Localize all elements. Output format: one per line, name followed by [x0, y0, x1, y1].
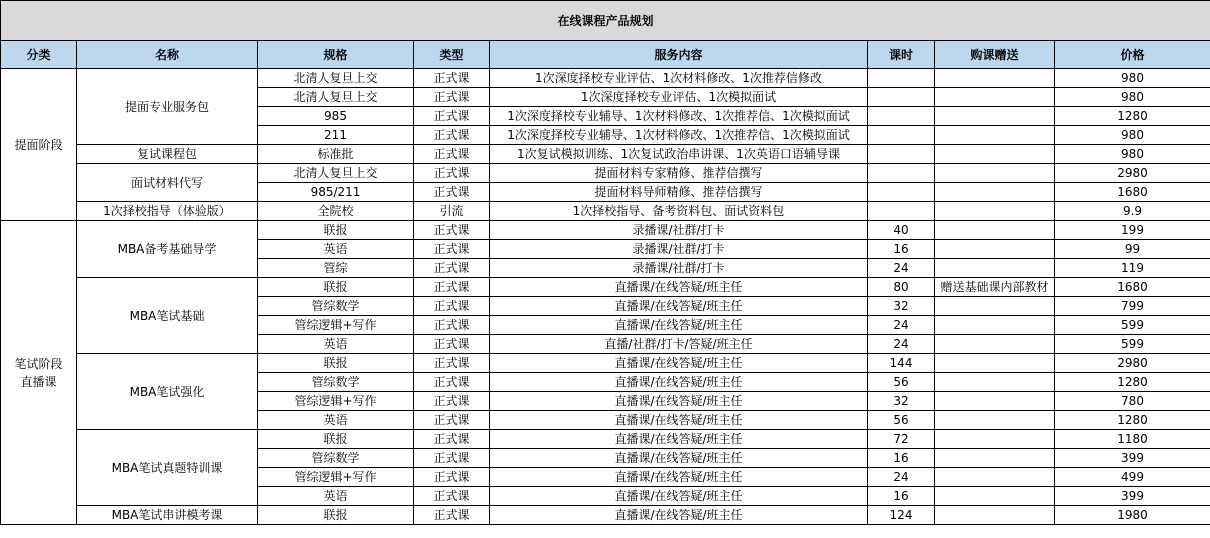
content-cell: 1次深度择校专业评估、1次模拟面试 [490, 88, 868, 107]
gift-cell [935, 221, 1055, 240]
gift-cell [935, 316, 1055, 335]
content-cell: 1次深度择校专业评估、1次材料修改、1次推荐信修改 [490, 69, 868, 88]
hours-cell [868, 164, 935, 183]
type-cell: 正式课 [414, 354, 490, 373]
content-cell: 提面材料专家精修、推荐信撰写 [490, 164, 868, 183]
content-cell: 1次复试模拟训练、1次复试政治串讲课、1次英语口语辅导课 [490, 145, 868, 164]
hours-cell: 56 [868, 373, 935, 392]
hours-cell [868, 126, 935, 145]
price-cell: 2980 [1055, 164, 1210, 183]
table-row [1, 221, 1210, 240]
price-cell: 399 [1055, 449, 1210, 468]
gift-cell [935, 297, 1055, 316]
content-cell: 1次深度择校专业辅导、1次材料修改、1次推荐信、1次模拟面试 [490, 107, 868, 126]
hours-cell [868, 145, 935, 164]
gift-cell [935, 373, 1055, 392]
category-cell: 笔试阶段 直播课 [1, 221, 77, 525]
spec-cell: 管综逻辑+写作 [258, 316, 414, 335]
hours-cell: 72 [868, 430, 935, 449]
gift-cell [935, 259, 1055, 278]
type-cell: 正式课 [414, 297, 490, 316]
type-cell: 正式课 [414, 316, 490, 335]
table-row [1, 278, 1210, 297]
spec-cell: 英语 [258, 335, 414, 354]
price-cell: 780 [1055, 392, 1210, 411]
spec-cell: 联报 [258, 221, 414, 240]
gift-cell [935, 69, 1055, 88]
price-cell: 1180 [1055, 430, 1210, 449]
header-type: 类型 [414, 41, 490, 69]
type-cell: 正式课 [414, 221, 490, 240]
spec-cell: 管综数学 [258, 449, 414, 468]
type-cell: 正式课 [414, 506, 490, 525]
header-name: 名称 [77, 41, 258, 69]
type-cell: 正式课 [414, 88, 490, 107]
header-content: 服务内容 [490, 41, 868, 69]
spec-cell: 985/211 [258, 183, 414, 202]
content-cell: 直播课/在线答疑/班主任 [490, 449, 868, 468]
gift-cell [935, 506, 1055, 525]
price-cell: 599 [1055, 335, 1210, 354]
spec-cell: 管综逻辑+写作 [258, 468, 414, 487]
type-cell: 正式课 [414, 69, 490, 88]
table-row [1, 145, 1210, 164]
content-cell: 1次深度择校专业辅导、1次材料修改、1次推荐信、1次模拟面试 [490, 126, 868, 145]
type-cell: 正式课 [414, 259, 490, 278]
content-cell: 直播课/在线答疑/班主任 [490, 430, 868, 449]
price-cell: 499 [1055, 468, 1210, 487]
spec-cell: 联报 [258, 430, 414, 449]
spec-cell: 联报 [258, 506, 414, 525]
type-cell: 正式课 [414, 468, 490, 487]
table-row [1, 69, 1210, 88]
spec-cell: 全院校 [258, 202, 414, 221]
spec-cell: 北清人复旦上交 [258, 164, 414, 183]
price-cell: 119 [1055, 259, 1210, 278]
spec-cell: 英语 [258, 240, 414, 259]
product-name-cell: MBA笔试基础 [77, 278, 258, 354]
gift-cell [935, 430, 1055, 449]
content-cell: 1次择校指导、备考资料包、面试资料包 [490, 202, 868, 221]
gift-cell [935, 202, 1055, 221]
price-cell: 2980 [1055, 354, 1210, 373]
gift-cell [935, 240, 1055, 259]
price-cell: 1280 [1055, 107, 1210, 126]
header-hours: 课时 [868, 41, 935, 69]
gift-cell [935, 354, 1055, 373]
hours-cell: 144 [868, 354, 935, 373]
spec-cell: 联报 [258, 278, 414, 297]
gift-cell [935, 392, 1055, 411]
type-cell: 正式课 [414, 411, 490, 430]
header-price: 价格 [1055, 41, 1210, 69]
gift-cell [935, 107, 1055, 126]
content-cell: 直播课/在线答疑/班主任 [490, 468, 868, 487]
price-cell: 99 [1055, 240, 1210, 259]
gift-cell [935, 449, 1055, 468]
hours-cell [868, 88, 935, 107]
hours-cell: 124 [868, 506, 935, 525]
price-cell: 1680 [1055, 183, 1210, 202]
hours-cell: 16 [868, 487, 935, 506]
price-cell: 1680 [1055, 278, 1210, 297]
content-cell: 直播课/在线答疑/班主任 [490, 373, 868, 392]
type-cell: 正式课 [414, 240, 490, 259]
hours-cell: 24 [868, 468, 935, 487]
hours-cell [868, 69, 935, 88]
content-cell: 直播课/在线答疑/班主任 [490, 354, 868, 373]
spec-cell: 管综逻辑+写作 [258, 392, 414, 411]
product-name-cell: MBA笔试强化 [77, 354, 258, 430]
type-cell: 正式课 [414, 449, 490, 468]
type-cell: 正式课 [414, 183, 490, 202]
hours-cell: 16 [868, 449, 935, 468]
content-cell: 录播课/社群/打卡 [490, 240, 868, 259]
gift-cell [935, 145, 1055, 164]
hours-cell: 24 [868, 335, 935, 354]
gift-cell [935, 164, 1055, 183]
table-row [1, 354, 1210, 373]
gift-cell [935, 411, 1055, 430]
spec-cell: 985 [258, 107, 414, 126]
product-name-cell: 1次择校指导（体验版） [77, 202, 258, 221]
type-cell: 正式课 [414, 335, 490, 354]
price-cell: 1280 [1055, 411, 1210, 430]
content-cell: 直播课/在线答疑/班主任 [490, 278, 868, 297]
spec-cell: 标准批 [258, 145, 414, 164]
hours-cell: 32 [868, 297, 935, 316]
content-cell: 直播课/在线答疑/班主任 [490, 487, 868, 506]
table-row [1, 506, 1210, 525]
spec-cell: 管综数学 [258, 297, 414, 316]
price-cell: 1980 [1055, 506, 1210, 525]
header-category: 分类 [1, 41, 77, 69]
type-cell: 正式课 [414, 126, 490, 145]
hours-cell: 32 [868, 392, 935, 411]
product-name-cell: MBA笔试真题特训课 [77, 430, 258, 506]
content-cell: 直播课/在线答疑/班主任 [490, 506, 868, 525]
spec-cell: 管综 [258, 259, 414, 278]
type-cell: 正式课 [414, 278, 490, 297]
spec-cell: 英语 [258, 487, 414, 506]
gift-cell [935, 183, 1055, 202]
gift-cell [935, 487, 1055, 506]
price-cell: 599 [1055, 316, 1210, 335]
product-name-cell: 面试材料代写 [77, 164, 258, 202]
price-cell: 980 [1055, 126, 1210, 145]
spec-cell: 北清人复旦上交 [258, 88, 414, 107]
spec-cell: 北清人复旦上交 [258, 69, 414, 88]
gift-cell: 赠送基础课内部教材 [935, 278, 1055, 297]
content-cell: 直播课/在线答疑/班主任 [490, 316, 868, 335]
hours-cell: 40 [868, 221, 935, 240]
content-cell: 提面材料导师精修、推荐信撰写 [490, 183, 868, 202]
table-title: 在线课程产品规划 [1, 1, 1210, 41]
content-cell: 录播课/社群/打卡 [490, 221, 868, 240]
type-cell: 正式课 [414, 107, 490, 126]
price-cell: 9.9 [1055, 202, 1210, 221]
hours-cell: 16 [868, 240, 935, 259]
price-cell: 980 [1055, 145, 1210, 164]
product-name-cell: 提面专业服务包 [77, 69, 258, 145]
table-row [1, 164, 1210, 183]
content-cell: 直播课/在线答疑/班主任 [490, 411, 868, 430]
price-cell: 399 [1055, 487, 1210, 506]
type-cell: 正式课 [414, 145, 490, 164]
hours-cell: 24 [868, 316, 935, 335]
product-name-cell: MBA笔试串讲模考课 [77, 506, 258, 525]
type-cell: 正式课 [414, 373, 490, 392]
gift-cell [935, 126, 1055, 145]
type-cell: 正式课 [414, 487, 490, 506]
header-row [1, 41, 1210, 69]
spec-cell: 英语 [258, 411, 414, 430]
hours-cell [868, 202, 935, 221]
price-cell: 199 [1055, 221, 1210, 240]
type-cell: 正式课 [414, 392, 490, 411]
type-cell: 正式课 [414, 430, 490, 449]
content-cell: 直播课/在线答疑/班主任 [490, 392, 868, 411]
price-cell: 1280 [1055, 373, 1210, 392]
price-cell: 980 [1055, 88, 1210, 107]
hours-cell [868, 183, 935, 202]
gift-cell [935, 335, 1055, 354]
type-cell: 正式课 [414, 164, 490, 183]
gift-cell [935, 88, 1055, 107]
content-cell: 直播课/在线答疑/班主任 [490, 297, 868, 316]
hours-cell: 24 [868, 259, 935, 278]
header-spec: 规格 [258, 41, 414, 69]
price-cell: 980 [1055, 69, 1210, 88]
content-cell: 录播课/社群/打卡 [490, 259, 868, 278]
type-cell: 引流 [414, 202, 490, 221]
spec-cell: 联报 [258, 354, 414, 373]
gift-cell [935, 468, 1055, 487]
content-cell: 直播/社群/打卡/答疑/班主任 [490, 335, 868, 354]
spec-cell: 管综数学 [258, 373, 414, 392]
table-row [1, 430, 1210, 449]
hours-cell: 80 [868, 278, 935, 297]
hours-cell: 56 [868, 411, 935, 430]
product-name-cell: MBA备考基础导学 [77, 221, 258, 278]
product-name-cell: 复试课程包 [77, 145, 258, 164]
hours-cell [868, 107, 935, 126]
price-cell: 799 [1055, 297, 1210, 316]
table-row [1, 202, 1210, 221]
header-gift: 购课赠送 [935, 41, 1055, 69]
spec-cell: 211 [258, 126, 414, 145]
category-cell: 提面阶段 [1, 69, 77, 221]
